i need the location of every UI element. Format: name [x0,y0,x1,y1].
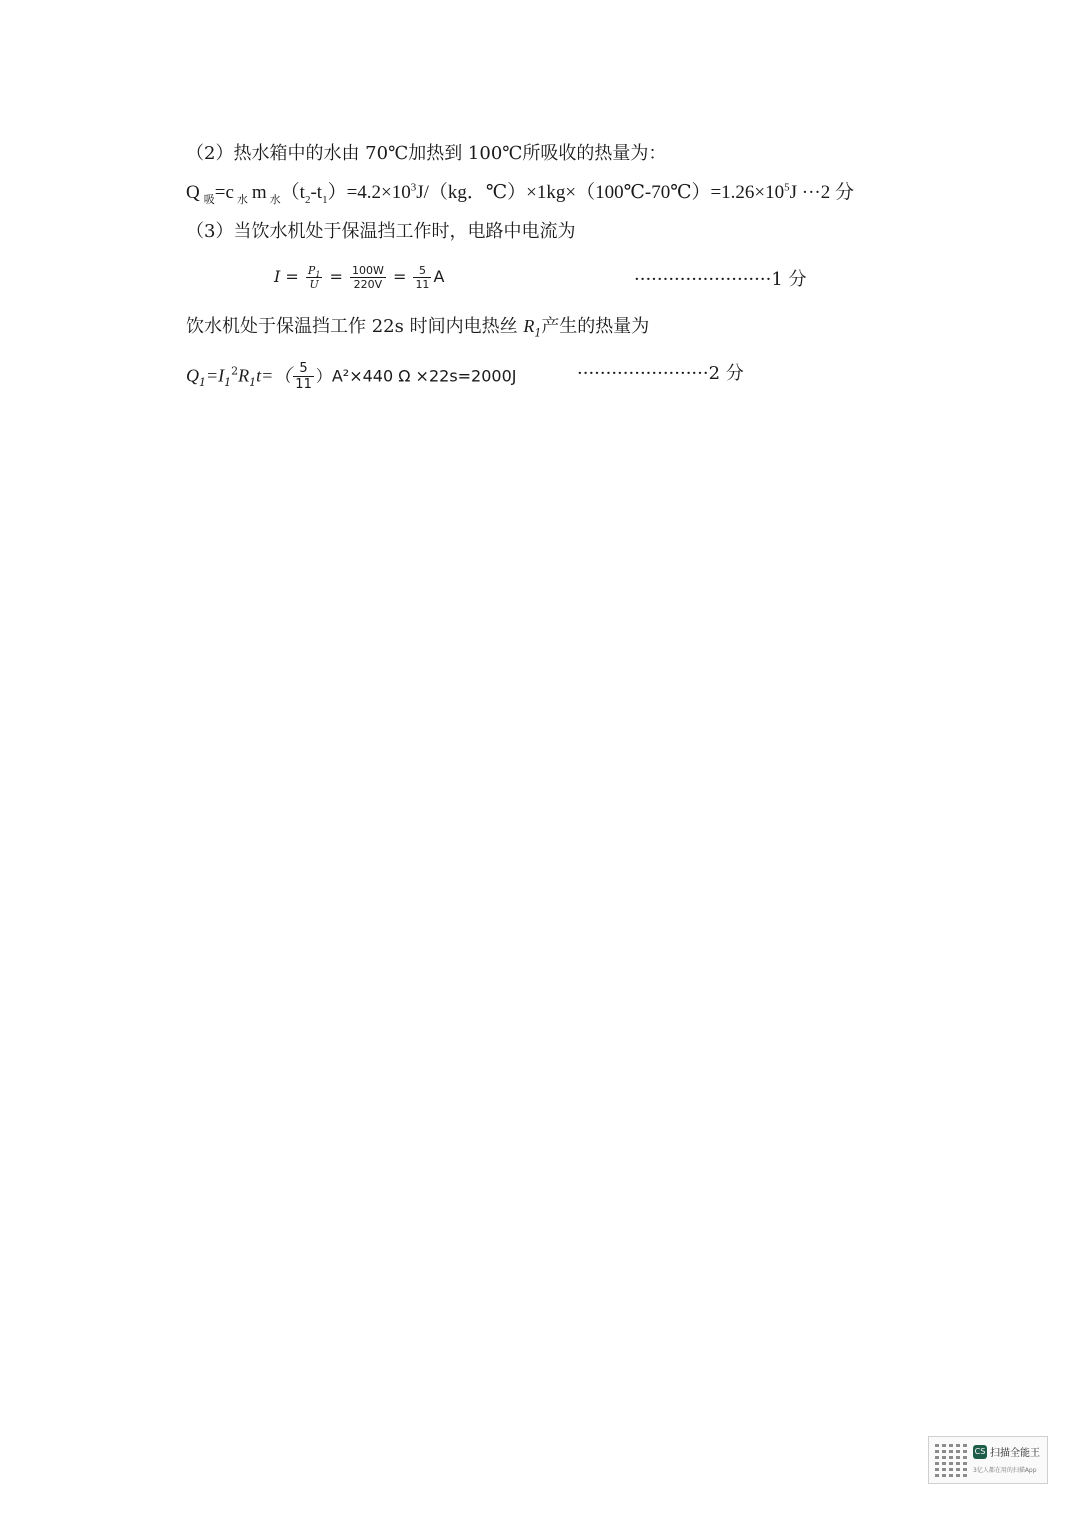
part2-heading [186,142,666,166]
score-1-text: ························1 分 [634,269,807,290]
heat-description-text: 饮水机处于保温挡工作 22s 时间内电热丝 [186,316,524,337]
paren-open: （t [280,182,305,203]
watt-volt-fraction [350,264,386,291]
q-symbol: Q [186,182,200,203]
exp3: 3 [410,181,417,194]
part3-heading-text: （3）当饮水机处于保温挡工作时，电路中电流为 [186,221,576,242]
cs-logo-icon [973,1445,987,1459]
qr-code-pattern [935,1443,969,1477]
q1-fraction [293,361,314,392]
units-mid: J/（kg．℃）×1kg×（100℃-70℃）=1.26×10 [416,182,785,203]
eleven-denominator: 11 [415,278,430,291]
eq2: = [324,267,348,286]
minus-t: -t [310,182,323,203]
c-subscript: 水 [236,193,248,206]
score-2 [577,362,744,386]
q1-symbol: Q [186,365,199,386]
q1-subscript: 1 [199,376,206,390]
eq3: = [387,267,412,286]
score-1 [634,268,807,292]
units-end: J ···2 分 [789,182,855,203]
i-superscript: 2 [231,364,239,378]
heat-description-end: 产生的热量为 [541,316,650,337]
r-subscript: 1 [249,376,257,390]
q-subscript: 吸 [203,193,215,206]
amp-unit: A [433,267,445,286]
p-subscript: 1 [315,270,321,280]
five-numerator: 5 [413,264,431,278]
q1-frac-denominator: 11 [295,377,312,392]
cs-badge-text: CS [974,1447,986,1456]
i-symbol: I [274,267,281,286]
u-denominator: U [309,278,319,291]
eq-i: =I [206,365,225,386]
i-subscript: 1 [224,376,232,390]
t2-subscript: 2 [304,193,311,206]
q1-rest: ）A²×440 Ω ×22s=2000J [315,366,517,386]
score-2-text: ·······················2 分 [577,363,744,384]
volt-denominator: 220V [353,278,383,291]
r1-subscript: 1 [534,326,542,340]
heat-equation [186,181,854,205]
m-symbol: m [251,182,267,203]
five-elevenths-fraction [413,264,431,291]
current-formula [274,264,444,291]
eq-c: =c [214,182,234,203]
t1-subscript: 1 [322,193,328,206]
watt-numerator: 100W [351,264,384,277]
q1-frac-numerator: 5 [293,361,314,377]
m-subscript: 水 [269,193,281,206]
part3-heading [186,220,575,244]
watermark-subtitle: 3亿人都在用的扫描App [973,1467,1037,1474]
joule-heat-formula [186,361,517,392]
heat-description [186,314,649,339]
watermark-title: 扫描全能王 [990,1448,1040,1459]
t-eq: t=（ [256,365,292,386]
exp5: 5 [784,181,790,194]
camscanner-watermark [928,1436,1048,1484]
after-t: ）=4.2×10 [327,182,411,203]
p-letter: P [307,264,316,277]
r1-symbol: R [523,316,535,336]
p-numerator [306,264,323,278]
p-over-u-fraction [306,264,323,291]
eq1: = [280,267,304,286]
r-symbol: R [238,365,250,386]
part2-heading-text: （2）热水箱中的水由 70℃加热到 100℃所吸收的热量为： [186,143,667,164]
